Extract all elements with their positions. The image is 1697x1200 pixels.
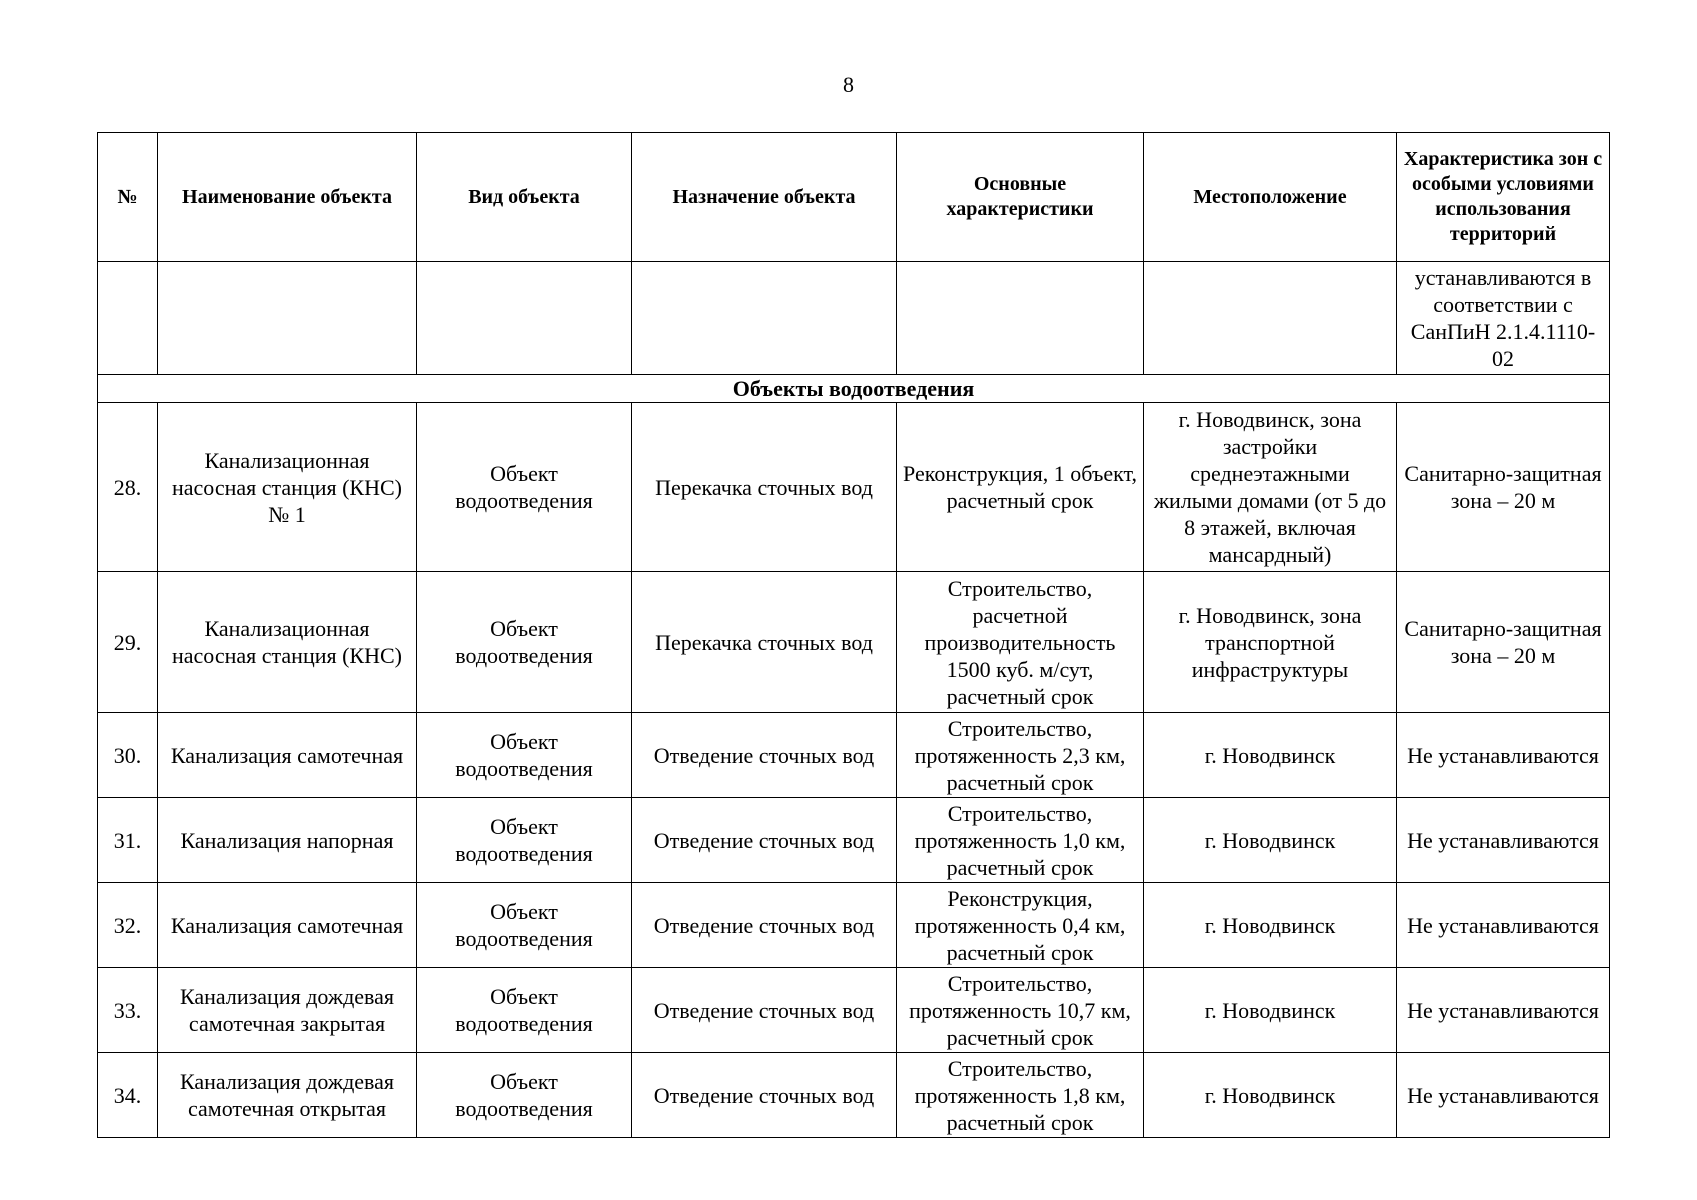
cell-purpose: Отведение сточных вод [632, 1053, 897, 1138]
cell-num: 29. [98, 572, 158, 713]
cell-name: Канализационная насосная станция (КНС) [158, 572, 417, 713]
cell-characteristics: Реконструкция, протяженность 0,4 км, расчетный срок [897, 883, 1144, 968]
cell-num: 33. [98, 968, 158, 1053]
header-location: Местоположение [1144, 133, 1397, 262]
cell-name: Канализация дождевая самотечная открытая [158, 1053, 417, 1138]
cell-type: Объект водоотведения [417, 403, 632, 572]
header-purpose: Назначение объекта [632, 133, 897, 262]
cell-name [158, 262, 417, 375]
header-name: Наименование объекта [158, 133, 417, 262]
cell-type: Объект водоотведения [417, 1053, 632, 1138]
header-type: Вид объекта [417, 133, 632, 262]
cell-characteristics: Строительство, протяженность 1,0 км, расчетный срок [897, 798, 1144, 883]
cell-purpose: Перекачка сточных вод [632, 403, 897, 572]
cell-zones: Не устанавливаются [1397, 968, 1610, 1053]
section-row [98, 375, 1610, 403]
cell-name: Канализация самотечная [158, 713, 417, 798]
header-num: № [98, 133, 158, 262]
cell-type [417, 262, 632, 375]
table-row [98, 798, 1610, 883]
cell-location: г. Новодвинск [1144, 968, 1397, 1053]
cell-num: 34. [98, 1053, 158, 1138]
cell-num: 28. [98, 403, 158, 572]
cell-purpose: Отведение сточных вод [632, 798, 897, 883]
cell-type: Объект водоотведения [417, 883, 632, 968]
cell-location: г. Новодвинск [1144, 713, 1397, 798]
table-row [98, 968, 1610, 1053]
table-header-row [98, 133, 1610, 262]
cell-purpose [632, 262, 897, 375]
cell-type: Объект водоотведения [417, 572, 632, 713]
cell-name: Канализация напорная [158, 798, 417, 883]
cell-name: Канализация самотечная [158, 883, 417, 968]
cell-name: Канализационная насосная станция (КНС) № 1 [158, 403, 417, 572]
page-number: 8 [843, 72, 854, 97]
cell-num: 30. [98, 713, 158, 798]
cell-location: г. Новодвинск [1144, 798, 1397, 883]
cell-zones: Не устанавливаются [1397, 1053, 1610, 1138]
cell-location: г. Новодвинск [1144, 1053, 1397, 1138]
table-row [98, 403, 1610, 572]
cell-type: Объект водоотведения [417, 968, 632, 1053]
cell-purpose: Отведение сточных вод [632, 968, 897, 1053]
cell-location: г. Новодвинск, зона застройки среднеэтажными жилыми домами (от 5 до 8 этажей, включая мансардный) [1144, 403, 1397, 572]
cell-zones: устанавливаются в соответствии с СанПиН 2.1.4.1110-02 [1397, 262, 1610, 375]
cell-characteristics: Реконструкция, 1 объект, расчетный срок [897, 403, 1144, 572]
continuation-row [98, 262, 1610, 375]
cell-characteristics: Строительство, протяженность 2,3 км, расчетный срок [897, 713, 1144, 798]
cell-zones: Не устанавливаются [1397, 883, 1610, 968]
cell-num [98, 262, 158, 375]
table-row [98, 713, 1610, 798]
table-row [98, 1053, 1610, 1138]
cell-num: 31. [98, 798, 158, 883]
cell-location [1144, 262, 1397, 375]
table-row [98, 572, 1610, 713]
cell-characteristics: Строительство, расчетной производительность 1500 куб. м/сут, расчетный срок [897, 572, 1144, 713]
cell-characteristics: Строительство, протяженность 10,7 км, расчетный срок [897, 968, 1144, 1053]
header-characteristics: Основные характеристики [897, 133, 1144, 262]
cell-purpose: Отведение сточных вод [632, 883, 897, 968]
section-title: Объекты водоотведения [98, 375, 1610, 403]
cell-location: г. Новодвинск, зона транспортной инфраструктуры [1144, 572, 1397, 713]
cell-characteristics [897, 262, 1144, 375]
header-zones: Характеристика зон с особыми условиями использования территорий [1397, 133, 1610, 262]
table-row [98, 883, 1610, 968]
cell-zones: Не устанавливаются [1397, 713, 1610, 798]
cell-characteristics: Строительство, протяженность 1,8 км, расчетный срок [897, 1053, 1144, 1138]
objects-table [97, 132, 1610, 1138]
cell-zones: Не устанавливаются [1397, 798, 1610, 883]
cell-type: Объект водоотведения [417, 798, 632, 883]
cell-type: Объект водоотведения [417, 713, 632, 798]
cell-name: Канализация дождевая самотечная закрытая [158, 968, 417, 1053]
cell-num: 32. [98, 883, 158, 968]
cell-zones: Санитарно-защитная зона – 20 м [1397, 572, 1610, 713]
cell-purpose: Перекачка сточных вод [632, 572, 897, 713]
cell-purpose: Отведение сточных вод [632, 713, 897, 798]
cell-zones: Санитарно-защитная зона – 20 м [1397, 403, 1610, 572]
cell-location: г. Новодвинск [1144, 883, 1397, 968]
